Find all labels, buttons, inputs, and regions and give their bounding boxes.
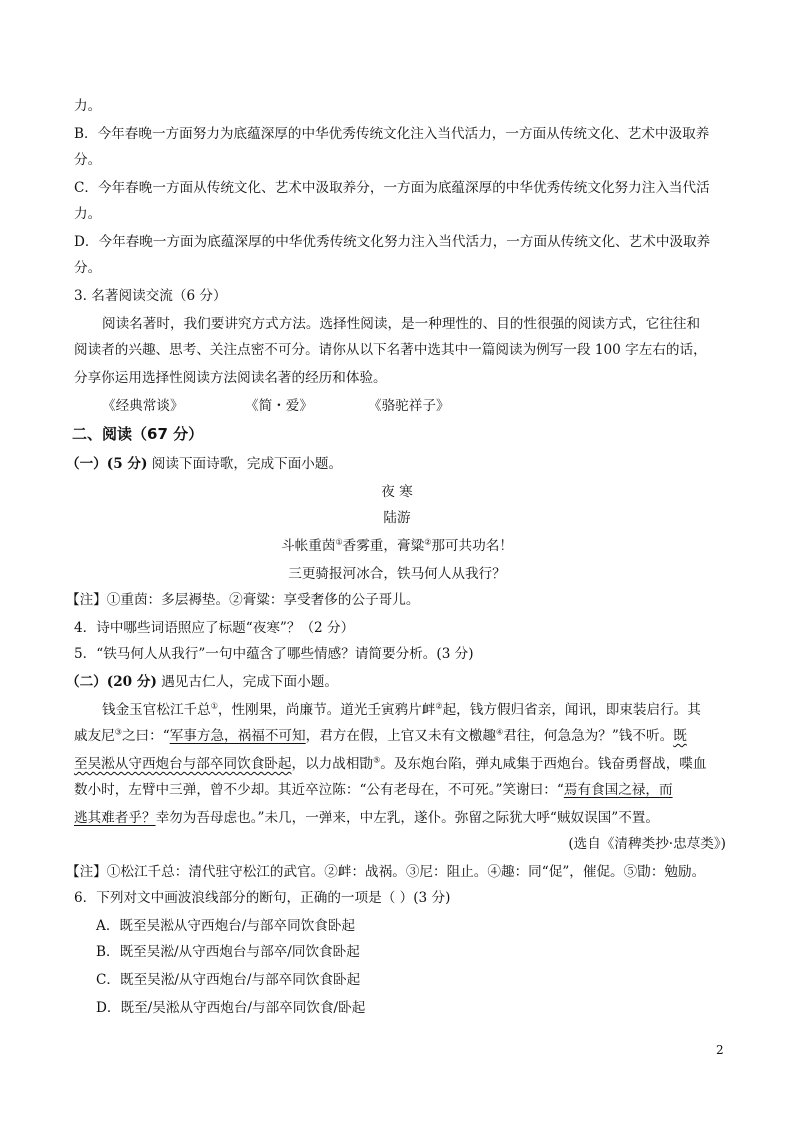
question-6: 6．下列对文中画波浪线部分的断句，正确的一项是（ ）(3 分) — [74, 890, 451, 906]
subsection-1-label: （一）(5 分) — [66, 456, 148, 472]
prose-underlined-sentence-start: 焉有食国之禄，而 — [563, 782, 673, 798]
book-2: 《简・爱》 — [245, 398, 313, 414]
prose-line-1-c: 起，钱方假归省亲，闻讯，即束装启行。其 — [442, 702, 701, 718]
poem-title: 夜 寒 — [381, 484, 413, 500]
option-d-line-2: 分。 — [74, 260, 102, 276]
prose-line-2 — [74, 726, 687, 746]
poem-line-2: 三更骑报河冰合，铁马何人从我行？ — [288, 566, 506, 582]
prose-note-marker-3: ③ — [114, 727, 122, 737]
prose-notes: 【注】①松江千总：清代驻守松江的武官。②衅：战祸。③尼：阻止。④趣：同“促”，催促。⑤勖：勉励。 — [66, 864, 706, 880]
option-b-line-1: B．今年春晚一方面努力为底蕴深厚的中华优秀传统文化注入当代活力，一方面从传统文化、艺术中汲取养 — [74, 126, 710, 142]
subsection-2-line — [66, 672, 338, 692]
poem-line-1-a: 斗帐重茵 — [281, 538, 336, 554]
prose-line-2-c: ，君方在假，上官又未有文檄趣 — [305, 728, 496, 744]
option-b-line-2: 分。 — [74, 152, 102, 168]
book-1: 《经典常谈》 — [102, 398, 184, 414]
option-c-line-1: C．今年春晚一方面从传统文化、艺术中汲取养分，一方面为底蕴深厚的中华优秀传统文化努力注入当代活 — [74, 180, 710, 196]
prose-line-5-a: 幸勿为吾母虑也。”未几，一弹来，中左乳，遂仆。弥留之际犹大呼“贼奴误国”不置。 — [155, 810, 659, 826]
question-3-paragraph-line-1: 阅读名著时，我们要讲究方式方法。选择性阅读，是一种理性的、目的性很强的阅读方式，它往往和 — [102, 316, 701, 332]
prose-note-marker-4: ④ — [495, 727, 504, 737]
prose-line-3-b: 。及东炮台陷，弹丸咸集于西炮台。钱奋勇督战，喋血 — [380, 756, 707, 772]
prose-line-1 — [102, 700, 701, 720]
poem-note: 【注】①重茵：多层褥垫。②膏粱：享受奢侈的公子哥儿。 — [66, 592, 420, 608]
prose-line-2-b: 之曰：“ — [121, 728, 170, 744]
poem-author: 陆游 — [383, 510, 411, 526]
prose-wavy-phrase: 至吴淞从守西炮台与部卒同饮食卧起 — [74, 756, 292, 772]
footnote-marker-2: ② — [424, 537, 432, 547]
question-5: 5．“铁马何人从我行”一句中蕴含了哪些情感？请简要分析。(3 分) — [74, 646, 474, 662]
question-3-paragraph-line-2: 阅读者的兴趣、思考、关注点密不可分。请你从以下名著中选其中一篇阅读为例写一段 100 字左右的话， — [74, 342, 707, 358]
book-2-wrap — [245, 396, 313, 416]
section-heading-reading: 二、阅读（67 分） — [72, 425, 204, 443]
question-4: 4．诗中哪些词语照应了标题“夜寒”？（2 分） — [74, 620, 355, 636]
prose-line-1-b: ，性刚果，尚廉节。道光壬寅鸦片衅 — [217, 702, 436, 718]
book-3-wrap — [368, 396, 450, 416]
prose-underlined-phrase: 军事方急，祸福不可知 — [169, 728, 306, 744]
subsection-2-label: （二）(20 分) — [66, 674, 157, 690]
prose-note-marker-5: ⑤ — [373, 755, 381, 765]
prose-line-3-a: ，以力战相勖 — [291, 756, 374, 772]
prose-note-marker-1: ① — [210, 701, 218, 711]
prose-line-2-d: 君往，何急急为？”钱不听。 — [503, 728, 674, 744]
question-3-title: 3. 名著阅读交流（6 分） — [74, 288, 227, 304]
prose-line-5 — [74, 808, 659, 828]
prose-source: (选自《清稗类抄·忠荩类》) — [568, 836, 726, 852]
question-6-option-d: D．既至/吴淞从守西炮台/与部卒同饮食/卧起 — [96, 1000, 366, 1016]
prose-underlined-sentence-end: 逃其难者乎？ — [74, 810, 156, 826]
poem-line-1-b: 香雾重，膏粱 — [342, 538, 425, 554]
prose-note-marker-2: ② — [435, 701, 443, 711]
poem-line-1-c: 那可共功名！ — [431, 538, 513, 554]
prose-line-2-a: 戚友尼 — [74, 728, 115, 744]
question-6-option-c: C．既至吴淞/从守西炮台/与部卒同饮食卧起 — [96, 972, 361, 988]
question-6-option-a: A．既至吴淞从守西炮台/与部卒同饮食卧起 — [96, 918, 356, 934]
page-number: 2 — [716, 1043, 724, 1057]
question-6-option-b: B．既至吴淞/从守西炮台与部卒/同饮食卧起 — [96, 944, 360, 960]
subsection-1-text: 阅读下面诗歌，完成下面小题。 — [147, 456, 343, 472]
prose-line-3 — [74, 754, 706, 774]
option-c-line-2: 力。 — [74, 206, 102, 222]
book-3: 《骆驼祥子》 — [368, 398, 450, 414]
prose-line-1-a: 钱金玉官松江千总 — [102, 702, 211, 718]
option-d-line-1: D．今年春晚一方面为底蕴深厚的中华优秀传统文化努力注入当代活力，一方面从传统文化、艺术中汲取养 — [74, 234, 711, 250]
poem-line-1 — [0, 536, 794, 556]
question-3-paragraph-line-3: 分享你运用选择性阅读方法阅读名著的经历和体验。 — [74, 370, 387, 386]
book-list — [102, 396, 184, 416]
option-a-continuation: 力。 — [74, 98, 102, 114]
prose-wavy-phrase-start: 既 — [673, 728, 687, 744]
prose-line-4 — [74, 780, 673, 800]
footnote-marker-1: ① — [335, 537, 343, 547]
subsection-2-text: 遇见古仁人，完成下面小题。 — [156, 674, 338, 690]
subsection-1-line — [66, 454, 342, 474]
prose-line-4-a: 数小时，左臂中三弹，曾不少却。其近卒泣陈：“公有老母在，不可死。”笑谢曰：“ — [74, 782, 564, 798]
